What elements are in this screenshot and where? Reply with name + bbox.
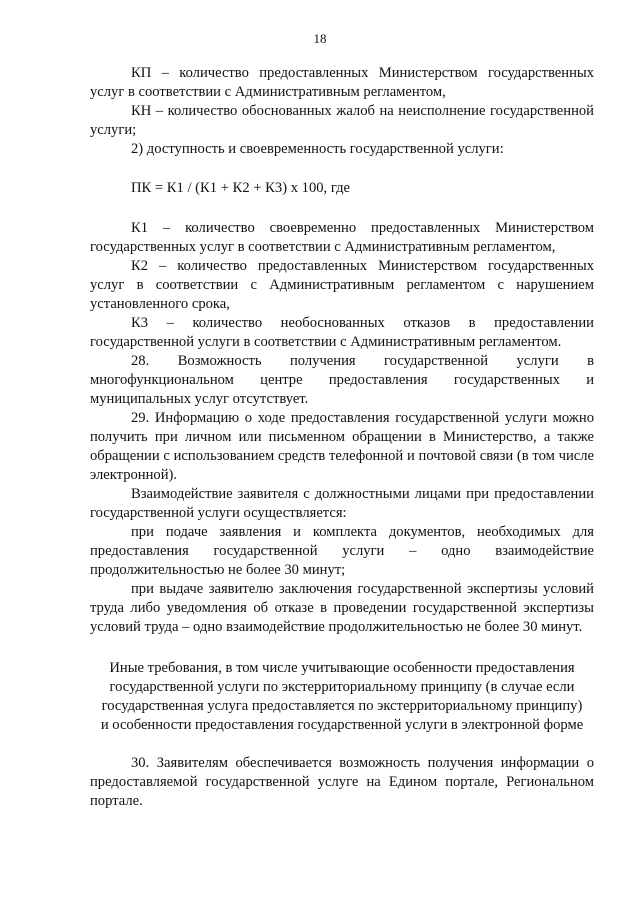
paragraph-28: 28. Возможность получения государственной услуги в многофункциональном центре предоставления государственных и муниципальных услуг отсутствует. [90,353,594,407]
document-body [90,64,594,811]
section-heading-line: и особенности предоставления государственной услуги в электронной форме [100,717,584,733]
section-heading-line: государственной услуги по экстерриториальному принципу (в случае если [109,679,575,695]
page-number: 18 [313,31,327,46]
paragraph-kn: КН – количество обоснованных жалоб на неисполнение государственной услуги; [90,103,594,138]
paragraph-29: 29. Информацию о ходе предоставления государственной услуги можно получить при личном или письменном обращении в Министерство, а также обращении с использованием средств телефонной и почтовой связи (в том числе электронной). [90,410,594,483]
section-heading-line: государственная услуга предоставляется по экстерриториальному принципу) [101,698,583,714]
formula: ПК = К1 / (К1 + К2 + К3) x 100, где [131,180,350,196]
paragraph-k3: К3 – количество необоснованных отказов в предоставлении государственной услуги в соответствии с Административным регламентом. [90,315,594,350]
paragraph-submission: при подаче заявления и комплекта документов, необходимых для предоставления государственной услуги – одно взаимодействие продолжительностью не более 30 минут; [90,524,594,578]
paragraph-30: 30. Заявителям обеспечивается возможность получения информации о предоставляемой государственной услуге на Едином портале, Региональном портале. [90,755,594,809]
section-heading-line: Иные требования, в том числе учитывающие особенности предоставления [109,660,575,676]
section-heading [84,659,600,735]
paragraph-kp: КП – количество предоставленных Министерством государственных услуг в соответствии с Административным регламентом, [90,65,594,100]
paragraph-k2: К2 – количество предоставленных Министерством государственных услуг в соответствии с Административным регламентом с нарушением установленного срока, [90,258,594,312]
paragraph-k1: К1 – количество своевременно предоставленных Министерством государственных услуг в соответствии с Административным регламентом, [90,220,594,255]
paragraph-availability: 2) доступность и своевременность государственной услуги: [131,141,504,157]
paragraph-interaction: Взаимодействие заявителя с должностными лицами при предоставлении государственной услуги осуществляется: [90,486,594,521]
paragraph-issuance: при выдаче заявителю заключения государственной экспертизы условий труда либо уведомления об отказе в проведении государственной экспертизы условий труда – одно взаимодействие продолжительностью не более 30 минут. [90,581,594,635]
